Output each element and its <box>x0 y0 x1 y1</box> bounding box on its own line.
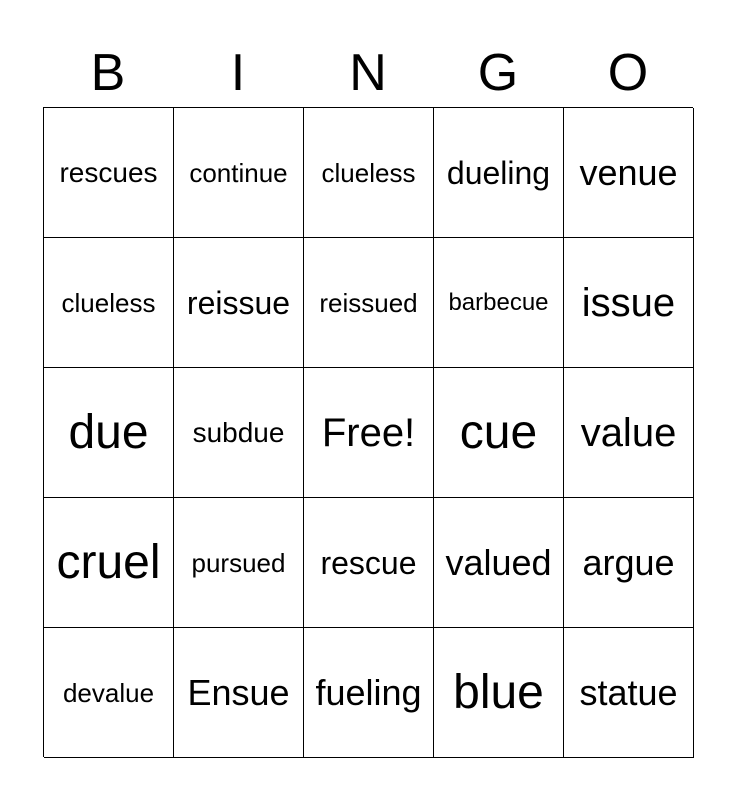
cell-word: clueless <box>321 157 416 188</box>
cell-word: rescue <box>320 544 417 581</box>
bingo-cell[interactable] <box>174 368 304 498</box>
cell-word: continue <box>189 157 288 188</box>
cell-word: venue <box>579 151 678 193</box>
cell-word: due <box>68 405 149 459</box>
cell-word: argue <box>582 541 675 583</box>
bingo-cell[interactable] <box>304 628 434 758</box>
bingo-cell[interactable] <box>564 108 694 238</box>
bingo-cell[interactable] <box>174 498 304 628</box>
free-space-label: Free! <box>321 410 416 455</box>
cell-word: reissue <box>186 284 291 321</box>
cell-word: cue <box>459 405 538 459</box>
header-letter-n: N <box>349 44 387 102</box>
cell-word: subdue <box>192 416 285 448</box>
bingo-cell[interactable] <box>434 498 564 628</box>
cell-word: dueling <box>446 154 551 191</box>
bingo-cell[interactable] <box>174 108 304 238</box>
cell-word: reissued <box>319 287 418 318</box>
free-space-cell[interactable] <box>304 368 434 498</box>
bingo-cell[interactable] <box>44 628 174 758</box>
bingo-cell[interactable] <box>564 498 694 628</box>
bingo-cell[interactable] <box>174 238 304 368</box>
header-letter-i: I <box>230 44 246 102</box>
bingo-cell[interactable] <box>434 628 564 758</box>
bingo-cell[interactable] <box>564 238 694 368</box>
bingo-cell[interactable] <box>44 498 174 628</box>
bingo-cell[interactable] <box>44 368 174 498</box>
header-letter-b: B <box>90 44 126 102</box>
bingo-header <box>43 40 693 106</box>
bingo-cell[interactable] <box>44 108 174 238</box>
bingo-cell[interactable] <box>44 238 174 368</box>
cell-word: issue <box>581 280 676 325</box>
bingo-cell[interactable] <box>434 108 564 238</box>
bingo-cell[interactable] <box>304 498 434 628</box>
header-letter-g: G <box>477 44 519 102</box>
bingo-cell[interactable] <box>564 368 694 498</box>
cell-word: barbecue <box>448 288 549 316</box>
cell-word: cruel <box>56 535 161 589</box>
bingo-board <box>43 107 693 757</box>
cell-word: Ensue <box>187 671 290 713</box>
cell-word: statue <box>579 671 678 713</box>
cell-word: clueless <box>61 287 156 318</box>
cell-word: pursued <box>191 547 286 578</box>
cell-word: value <box>580 410 677 455</box>
bingo-cell[interactable] <box>304 238 434 368</box>
cell-word: blue <box>453 665 544 719</box>
bingo-cell[interactable] <box>434 368 564 498</box>
header-letter-o: O <box>607 44 649 102</box>
cell-word: rescues <box>59 156 158 188</box>
bingo-cell[interactable] <box>564 628 694 758</box>
cell-word: fueling <box>315 671 422 713</box>
bingo-cell[interactable] <box>434 238 564 368</box>
bingo-cell[interactable] <box>304 108 434 238</box>
cell-word: valued <box>445 541 552 583</box>
bingo-cell[interactable] <box>174 628 304 758</box>
cell-word: devalue <box>62 677 155 708</box>
